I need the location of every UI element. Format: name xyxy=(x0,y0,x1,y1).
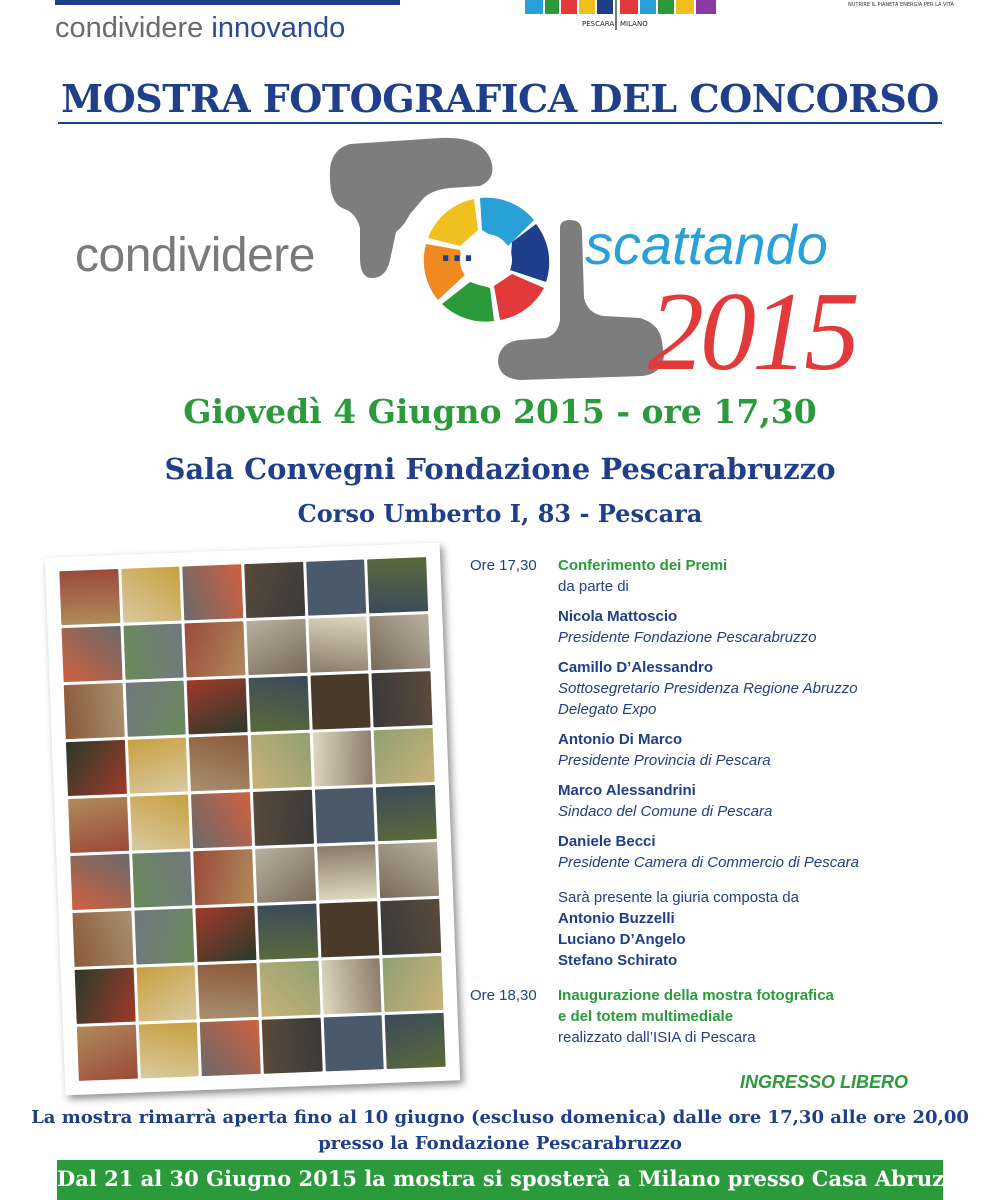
collage-photo xyxy=(130,794,191,850)
collage-photo xyxy=(317,844,378,900)
main-title: MOSTRA FOTOGRAFICA DEL CONCORSO xyxy=(61,76,939,121)
slot-1-body xyxy=(558,555,970,971)
program-slot-2 xyxy=(470,985,970,1048)
collage-photo xyxy=(62,626,123,682)
program-slot-1 xyxy=(470,555,970,971)
expo-caption-right: MILANO xyxy=(620,20,648,28)
jury-member: Luciano D’Angelo xyxy=(558,931,686,948)
collage-photo xyxy=(255,847,316,903)
collage-photo xyxy=(260,961,321,1017)
collage-photo xyxy=(187,678,248,734)
collage-photo xyxy=(125,681,186,737)
speaker-1 xyxy=(558,606,970,648)
speaker-name: Nicola Mattoscio xyxy=(558,608,678,625)
collage-photo xyxy=(68,797,129,853)
program-schedule xyxy=(470,555,970,1048)
speaker-3 xyxy=(558,729,970,771)
collage-photo xyxy=(249,676,310,732)
collage-photo xyxy=(200,1020,261,1076)
partner-tagline: NUTRIRE IL PIANETA ENERGIA PER LA VITA xyxy=(848,2,954,8)
collage-photo xyxy=(246,619,307,675)
collage-photo xyxy=(185,621,246,677)
speaker-name: Camillo D’Alessandro xyxy=(558,659,714,676)
speaker-role: Presidente Provincia di Pescara xyxy=(558,752,771,769)
jury-intro: Sarà presente la giuria composta da xyxy=(558,889,799,906)
collage-photo xyxy=(123,624,184,680)
collage-photo xyxy=(315,787,376,843)
jury-member: Stefano Schirato xyxy=(558,952,678,969)
slot-2-body xyxy=(558,985,970,1048)
speaker-name: Marco Alessandrini xyxy=(558,782,696,799)
collage-photo xyxy=(121,567,182,623)
collage-photo xyxy=(367,557,428,613)
collage-photo xyxy=(244,562,305,618)
collage-photo xyxy=(191,792,252,848)
jury-member: Antonio Buzzelli xyxy=(558,910,675,927)
collage-photo xyxy=(66,740,127,796)
collage-photo xyxy=(306,560,367,616)
tagline-word-1: condividere xyxy=(55,12,204,44)
slot-1-title: Conferimento dei Premi xyxy=(558,557,728,574)
logo-word-right: scattando xyxy=(585,213,828,276)
speaker-5 xyxy=(558,831,970,873)
collage-photo xyxy=(189,735,250,791)
collage-photo xyxy=(196,906,257,962)
collage-photo xyxy=(75,968,136,1024)
header-rule xyxy=(55,0,400,5)
logo-word-left: condividere xyxy=(75,229,315,282)
collage-photo xyxy=(136,965,197,1021)
event-address: Corso Umberto I, 83 - Pescara xyxy=(297,499,703,528)
collage-photo xyxy=(72,911,133,967)
collage-photo xyxy=(134,908,195,964)
collage-photo xyxy=(376,785,437,841)
collage-photo xyxy=(323,1015,384,1071)
speaker-role: Presidente Fondazione Pescarabruzzo xyxy=(558,629,817,646)
speaker-role: Sindaco del Comune di Pescara xyxy=(558,803,773,820)
slot-2-title-line-2: e del totem multimediale xyxy=(558,1008,734,1025)
expo-logo xyxy=(520,0,725,32)
slot-2-time: Ore 18,30 xyxy=(470,987,537,1004)
milan-banner-text: Dal 21 al 30 Giugno 2015 la mostra si sposterà a Milano presso Casa Abruzzo xyxy=(57,1166,971,1191)
collage-photo xyxy=(372,671,433,727)
collage-photo xyxy=(257,904,318,960)
free-entry-label: INGRESSO LIBERO xyxy=(740,1072,909,1092)
collage-photo xyxy=(138,1022,199,1078)
collage-photo xyxy=(253,790,314,846)
expo-caption-left: PESCARA xyxy=(582,20,615,28)
opening-hours-line-2: presso la Fondazione Pescarabruzzo xyxy=(318,1133,682,1154)
speaker-2 xyxy=(558,657,970,720)
collage-photo xyxy=(370,614,431,670)
collage-photo xyxy=(132,851,193,907)
event-venue: Sala Convegni Fondazione Pescarabruzzo xyxy=(164,452,836,486)
logo-dots: ... xyxy=(440,234,475,269)
photo-collage xyxy=(45,543,460,1096)
collage-photo xyxy=(308,616,369,672)
slot-1-subtitle: da parte di xyxy=(558,578,629,595)
collage-photo xyxy=(70,854,131,910)
tagline-word-2: innovando xyxy=(211,12,346,44)
slot-2-subtitle: realizzato dall’ISIA di Pescara xyxy=(558,1029,756,1046)
speaker-4 xyxy=(558,780,970,822)
title-underline xyxy=(58,122,942,124)
header-tagline xyxy=(55,12,345,45)
event-date: Giovedì 4 Giugno 2015 - ore 17,30 xyxy=(183,392,817,431)
speaker-name: Daniele Becci xyxy=(558,833,656,850)
collage-photo xyxy=(378,842,439,898)
opening-hours-note xyxy=(0,1105,1000,1157)
opening-hours-line-1: La mostra rimarrà aperta fino al 10 giugno (escluso domenica) dalle ore 17,30 alle ore 20,00 xyxy=(31,1107,969,1128)
slot-1-time: Ore 17,30 xyxy=(470,557,537,574)
collage-photo xyxy=(319,901,380,957)
collage-photo xyxy=(64,683,125,739)
collage-photo xyxy=(183,564,244,620)
collage-photo xyxy=(194,849,255,905)
speaker-role: Presidente Camera di Commercio di Pescara xyxy=(558,854,859,871)
collage-photo xyxy=(374,728,435,784)
collage-photo xyxy=(128,737,189,793)
collage-photo xyxy=(198,963,259,1019)
logo-year: 2015 xyxy=(648,270,856,394)
speaker-role-extra: Delegato Expo xyxy=(558,701,657,718)
collage-grid xyxy=(59,557,445,1081)
collage-photo xyxy=(310,673,371,729)
collage-photo xyxy=(312,730,373,786)
collage-photo xyxy=(77,1025,138,1081)
speaker-role: Sottosegretario Presidenza Regione Abruzzo xyxy=(558,680,858,697)
collage-photo xyxy=(321,958,382,1014)
collage-photo xyxy=(385,1013,446,1069)
collage-photo xyxy=(59,569,120,625)
speaker-name: Antonio Di Marco xyxy=(558,731,683,748)
collage-photo xyxy=(383,956,444,1012)
collage-photo xyxy=(262,1018,323,1074)
collage-photo xyxy=(251,733,312,789)
slot-2-title-line-1: Inaugurazione della mostra fotografica xyxy=(558,987,834,1004)
collage-photo xyxy=(381,899,442,955)
